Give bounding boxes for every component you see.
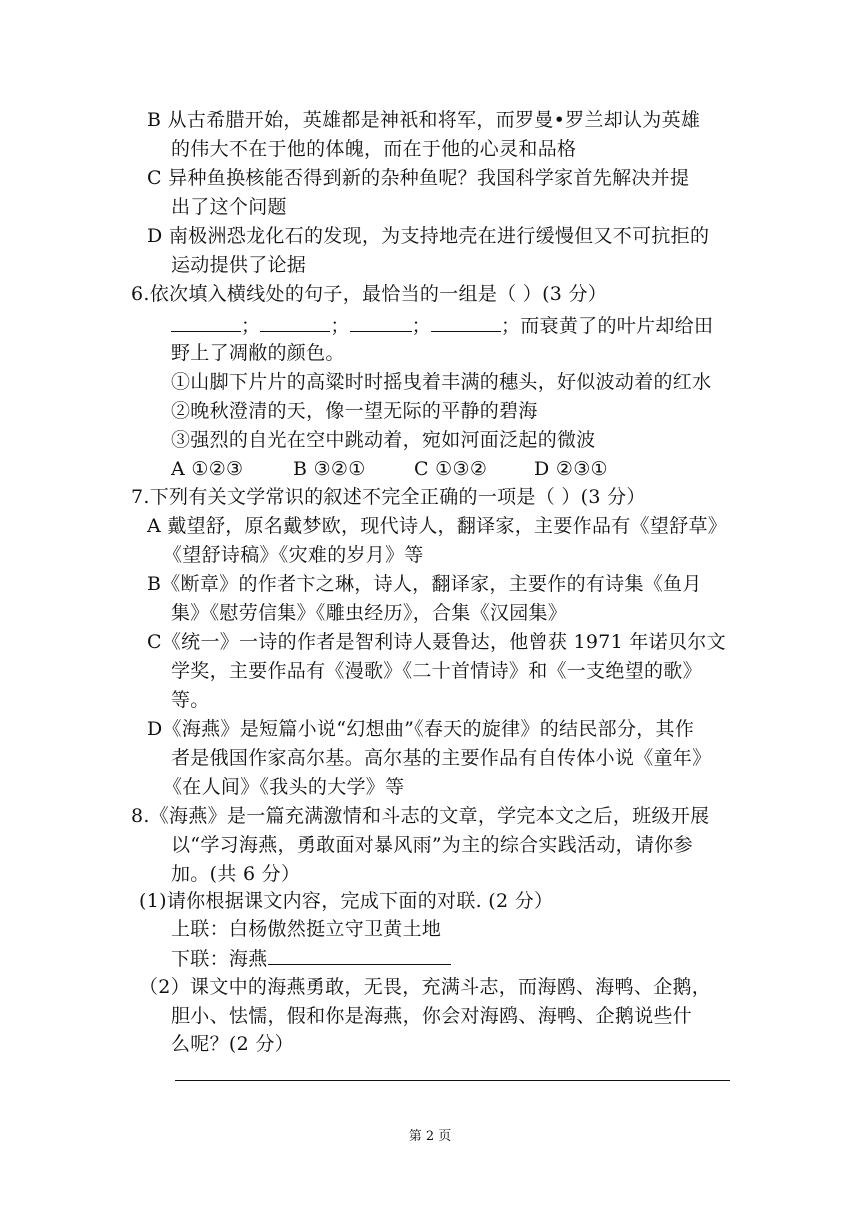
q7-option-d-line3: 《在人间》《我头的大学》等 [163,776,405,798]
page-number: 第 2 页 [408,1129,452,1144]
q8-part1-prompt: (1)请你根据课文内容，完成下面的对联. (2 分） [139,890,554,912]
q7-option-d-line2: 者是俄国作家高尔基。高尔基的主要作品有自传体小说《童年》 [171,747,712,769]
q6-sentence-tail: ；而衰黄了的叶片却给田 [500,315,714,337]
couplet-lower-line [171,944,451,973]
q6-choice-b: B ③②① [293,458,366,480]
couplet-upper: 上联：白杨傲然挺立守卫黄土地 [171,918,442,940]
q7-option-c-line1: C《统一》一诗的作者是智利诗人聂鲁达，他曾获 1971 年诺贝尔文 [147,631,726,653]
couplet-lower: 下联：海燕 [171,948,268,970]
q5-option-c-line1: C 异种鱼换核能否得到新的杂种鱼呢？我国科学家首先解决并提 [147,167,690,189]
q6-sentence-1: ①山脚下片片的高粱时时摇曳着丰满的穗头，好似波动着的红水 [171,371,712,393]
q6-sentence-line2: 野上了凋敝的颜色。 [171,342,345,364]
q6-blank-4[interactable] [431,311,501,332]
q6-separator: ； [330,315,350,337]
q6-blank-2[interactable] [260,311,330,332]
q6-choice-c: C ①③② [414,458,488,480]
q7-option-b-line2: 集》《慰劳信集》《雕虫经历》，合集《汉园集》 [171,602,568,624]
q6-blank-3[interactable] [350,311,412,332]
q7-option-c-line2: 学奖，主要作品有《漫歌》《二十首情诗》和《一支绝望的歌》 [171,660,702,682]
q7-option-b-line1: B《断章》的作者卞之琳，诗人，翻译家，主要作的有诗集《鱼月 [147,573,702,595]
q6-separator: ； [241,315,261,337]
q6-separator: ； [411,315,431,337]
q7-option-a-line2: 《望舒诗稿》《灾难的岁月》等 [163,544,424,566]
q7-stem: 7.下列有关文学常识的叙述不完全正确的一项是（ ）(3 分） [131,486,646,508]
q6-sentence-2: ②晚秋澄清的天，像一望无际的平静的碧海 [171,400,538,422]
q6-blanks-line [171,311,713,340]
q8-part2-line2: 胆小、怯懦，假和你是海燕，你会对海鸥、海鸭、企鹅说些什 [171,1005,693,1027]
q8-stem-line3: 加。(共 6 分） [171,863,301,885]
q8-part2-line1: （2）课文中的海燕勇敢，无畏，充满斗志，而海鸥、海鸭、企鹅， [139,976,712,998]
q6-stem: 6.依次填入横线处的句子，最恰当的一组是（ ）(3 分） [131,283,608,305]
q7-option-c-line3: 等。 [171,689,210,711]
q8-part2-line3: 么呢？(2 分） [171,1033,294,1055]
q7-option-d-line1: D《海燕》是短篇小说“幻想曲”《春天的旋律》的结民部分，其作 [147,718,695,740]
q6-choice-d: D ②③① [534,458,608,480]
q6-choice-a: A ①②③ [171,458,244,480]
q8-stem-line1: 8.《海燕》是一篇充满激情和斗志的文章，学完本文之后，班级开展 [131,805,710,827]
answer-line[interactable] [175,1080,730,1081]
q5-option-d-line1: D 南极洲恐龙化石的发现，为支持地壳在进行缓慢但又不可抗拒的 [147,225,710,247]
q5-option-b-line1: B 从古希腊开始，英雄都是神祇和将军，而罗曼•罗兰却认为英雄 [147,109,701,131]
q8-stem-line2: 以“学习海燕，勇敢面对暴风雨”为主的综合实践活动，请你参 [171,834,693,856]
q5-option-c-line2: 出了这个问题 [171,196,287,218]
q5-option-b-line2: 的伟大不在于他的体魄，而在于他的心灵和品格 [171,138,577,160]
q7-option-a-line1: A 戴望舒，原名戴梦欧，现代诗人，翻译家，主要作品有《望舒草》 [147,515,728,537]
q5-option-d-line2: 运动提供了论据 [171,254,307,276]
q6-sentence-3: ③强烈的自光在空中跳动着，宛如河面泛起的微波 [171,429,596,451]
couplet-lower-blank[interactable] [268,944,451,965]
q6-blank-1[interactable] [171,311,241,332]
